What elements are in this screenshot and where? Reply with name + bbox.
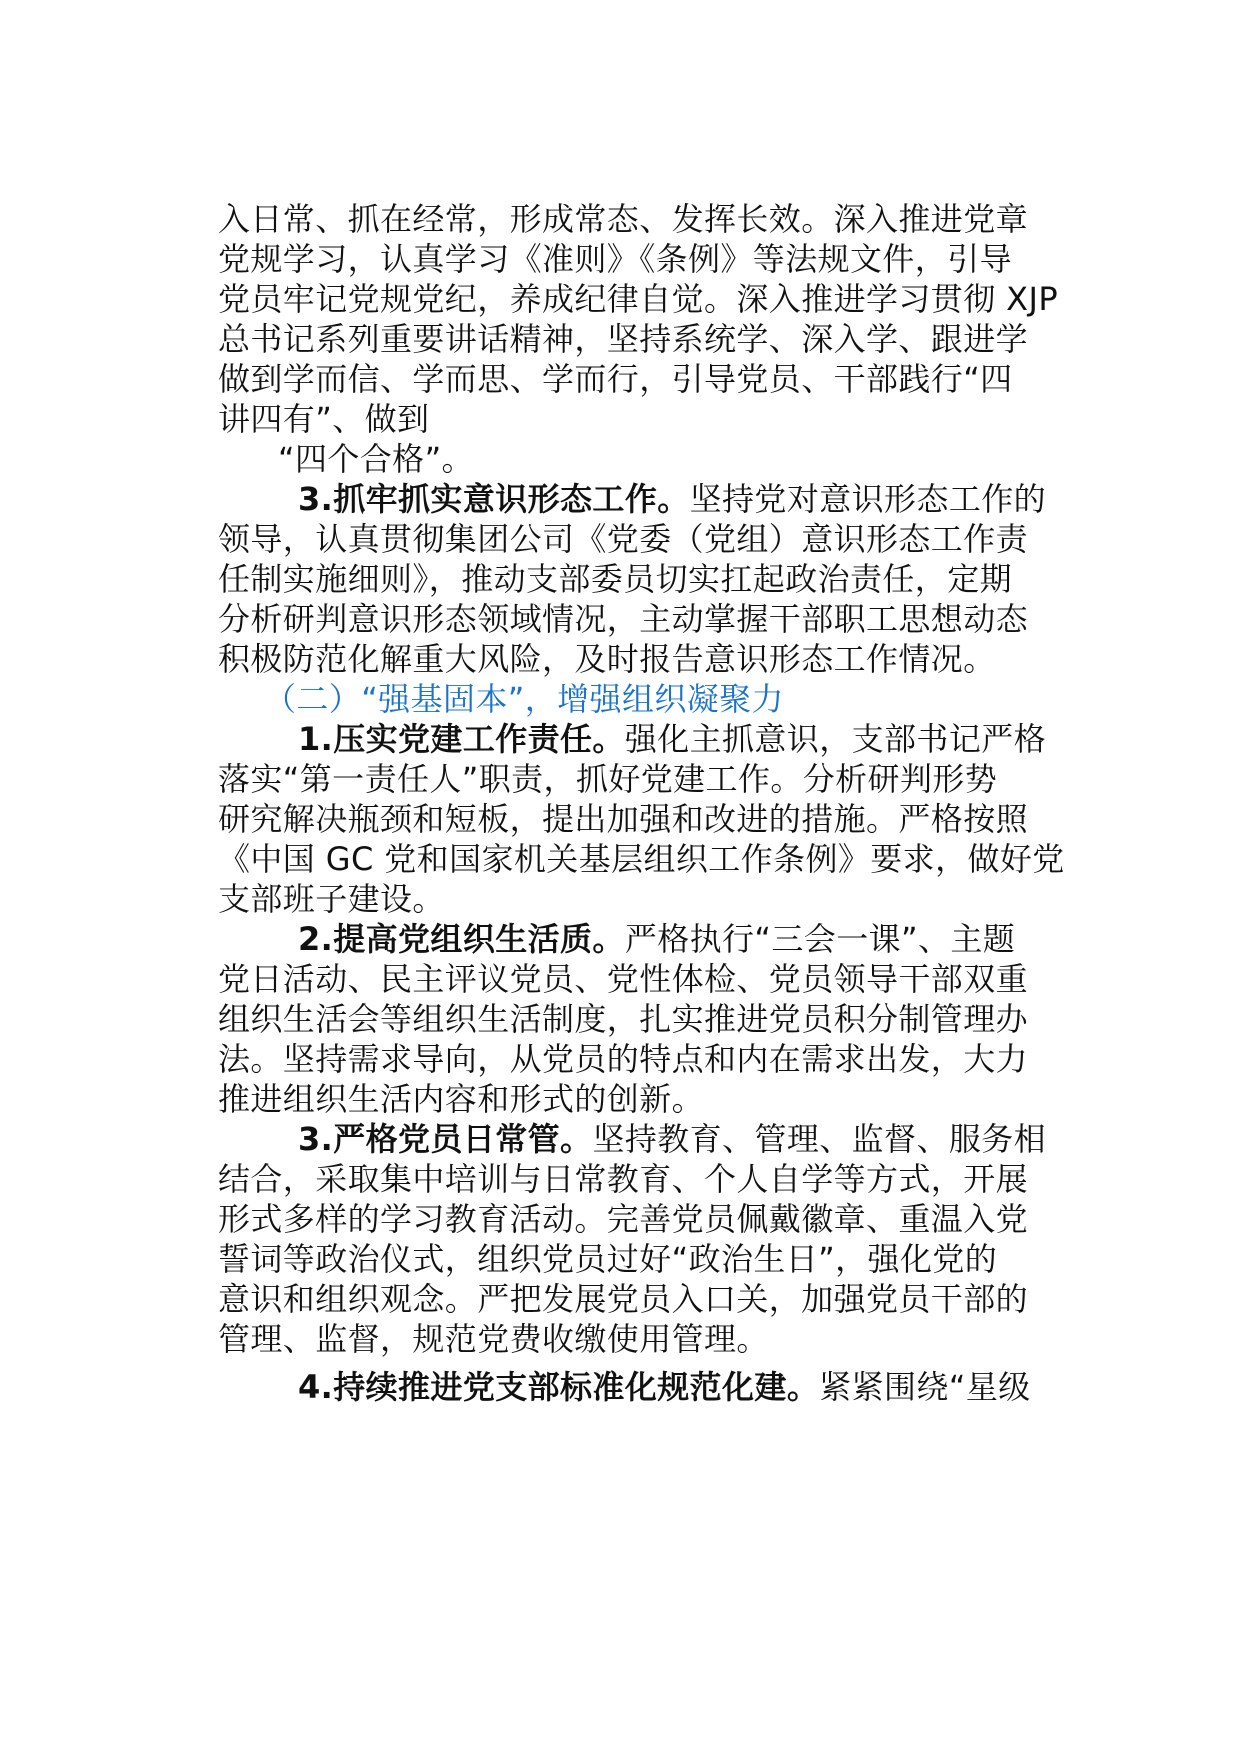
item-text: 坚持教育、管理、监督、服务相	[592, 1120, 1047, 1158]
item-text: 强化主抓意识，支部书记严格	[624, 720, 1047, 758]
paragraph-line: 支部班子建设。	[218, 880, 445, 918]
document-body	[218, 196, 1078, 1556]
paragraph-line: 任制实施细则》，推动支部委员切实扛起政治责任，定期	[218, 560, 1013, 598]
paragraph-line: 党员牢记党规党纪，养成纪律自觉。深入推进学习贯彻 XJP	[218, 280, 1059, 318]
paragraph-line: 落实“第一责任人”职责，抓好党建工作。分析研判形势	[218, 760, 998, 798]
paragraph-line: “四个合格”。	[278, 440, 474, 478]
paragraph-line: 组织生活会等组织生活制度，扎实推进党员积分制管理办	[218, 1000, 1029, 1038]
paragraph-line: 《中国 GC 党和国家机关基层组织工作条例》要求，做好党	[218, 840, 1065, 878]
paragraph-line: 讲四有”、做到	[218, 400, 430, 438]
item-text: 严格执行“三会一课”、主题	[624, 920, 1016, 958]
item-heading: 3.严格党员日常管。	[298, 1120, 593, 1158]
paragraph-line: 党规学习，认真学习《准则》《条例》等法规文件，引导	[218, 240, 1013, 278]
item-text: 紧紧围绕“星级	[819, 1368, 1031, 1406]
paragraph-line: 法。坚持需求导向，从党员的特点和内在需求出发，大力	[218, 1040, 1029, 1078]
paragraph-line: 誓词等政治仪式，组织党员过好“政治生日”，强化党的	[218, 1240, 998, 1278]
paragraph-line: 推进组织生活内容和形式的创新。	[218, 1080, 705, 1118]
section-heading: （二）“强基固本”，增强组织凝聚力	[264, 680, 784, 718]
item-heading: 1.压实党建工作责任。	[298, 720, 625, 758]
paragraph-line: 党日活动、民主评议党员、党性体检、党员领导干部双重	[218, 960, 1029, 998]
paragraph-line: 分析研判意识形态领域情况，主动掌握干部职工思想动态	[218, 600, 1029, 638]
paragraph-line: 结合，采取集中培训与日常教育、个人自学等方式，开展	[218, 1160, 1029, 1198]
item-heading: 4.持续推进党支部标准化规范化建。	[298, 1368, 820, 1406]
item-text: 坚持党对意识形态工作的	[689, 480, 1047, 518]
paragraph-line: 积极防范化解重大风险，及时报告意识形态工作情况。	[218, 640, 996, 678]
item-heading: 3.抓牢抓实意识形态工作。	[298, 480, 690, 518]
paragraph-line: 形式多样的学习教育活动。完善党员佩戴徽章、重温入党	[218, 1200, 1029, 1238]
item-heading-line	[298, 1364, 1031, 1410]
paragraph-line: 管理、监督，规范党费收缴使用管理。	[218, 1320, 769, 1358]
paragraph-line: 意识和组织观念。严把发展党员入口关，加强党员干部的	[218, 1280, 1029, 1318]
paragraph-line: 做到学而信、学而思、学而行，引导党员、干部践行“四	[218, 360, 1013, 398]
paragraph-line: 总书记系列重要讲话精神，坚持系统学、深入学、跟进学	[218, 320, 1029, 358]
paragraph-line: 研究解决瓶颈和短板，提出加强和改进的措施。严格按照	[218, 800, 1029, 838]
paragraph-line: 入日常、抓在经常，形成常态、发挥长效。深入推进党章	[218, 200, 1029, 238]
item-heading: 2.提高党组织生活质。	[298, 920, 625, 958]
paragraph-line: 领导，认真贯彻集团公司《党委（党组）意识形态工作责	[218, 520, 1029, 558]
